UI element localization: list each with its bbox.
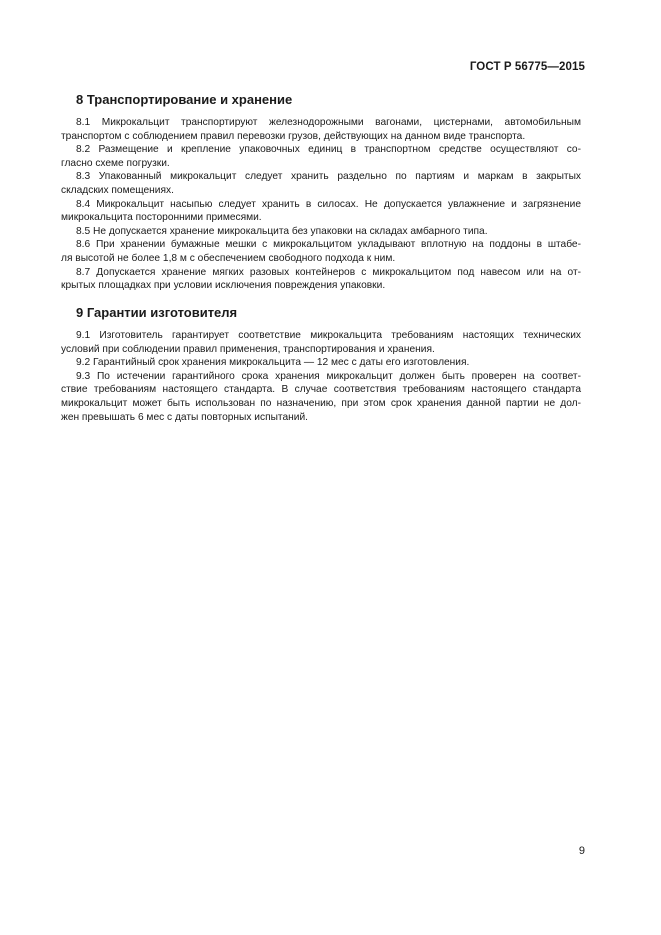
section-9-title: 9 Гарантии изготовителя (76, 305, 238, 320)
paragraph-line: микрокальцит может быть использован по назначению, при этом срок хранения данной партии не дол- (61, 397, 581, 409)
paragraph-line: ствие требованиям настоящего стандарта. В случае соответствия требованиям настоящего стандарта (61, 384, 581, 396)
paragraph (61, 370, 581, 424)
paragraph-line: ля высотой не более 1,8 м с обеспечением свободного подхода к ним. (61, 252, 396, 264)
paragraph-line: складских помещениях. (61, 184, 174, 196)
paragraph (61, 116, 581, 143)
paragraph-line: 8.1 Микрокальцит транспортируют железнодорожными вагонами, цистернами, автомобильным (76, 117, 581, 128)
paragraph (61, 329, 581, 356)
paragraph-line: 8.4 Микрокальцит насыпью следует хранить в силосах. Не допускается увлажнение и загрязнение (76, 198, 581, 210)
paragraph-line: 9.2 Гарантийный срок хранения микрокальцита — 12 мес с даты его изготовления. (76, 357, 470, 369)
paragraph (61, 198, 581, 225)
paragraph (61, 143, 581, 170)
page-number: 9 (578, 845, 585, 857)
paragraph-line: 9.3 По истечении гарантийного срока хранения микрокальцит должен быть проверен на соответ- (76, 370, 581, 382)
paragraph-line: транспортом с соблюдением правил перевозки грузов, действующих на данном виде транспорта. (61, 130, 526, 142)
paragraph-line: условий при соблюдении правил применения, транспортирования и хранения. (61, 343, 435, 355)
paragraph-line: 8.6 При хранении бумажные мешки с микрокальцитом укладывают вплотную на поддоны в штабе- (76, 239, 581, 251)
paragraph-line: гласно схеме погрузки. (61, 157, 170, 169)
paragraph-line: жен превышать 6 мес с даты повторных испытаний. (61, 411, 308, 423)
paragraph (61, 266, 581, 293)
document-code: ГОСТ Р 56775—2015 (469, 61, 585, 73)
paragraph-line: 8.7 Допускается хранение мягких разовых контейнеров с микрокальцитом под навесом или на от- (76, 266, 581, 278)
paragraph (61, 356, 581, 370)
paragraph-line: 9.1 Изготовитель гарантирует соответствие микрокальцита требованиям настоящих технических (76, 330, 581, 341)
paragraph-line: 8.5 Не допускается хранение микрокальцита без упаковки на складах амбарного типа. (76, 225, 488, 237)
section-8-title: 8 Транспортирование и хранение (76, 92, 293, 107)
paragraph (61, 225, 581, 239)
paragraph-line: 8.2 Размещение и крепление упаковочных единиц в транспортном средстве осуществляют со- (76, 144, 581, 156)
paragraph-line: 8.3 Упакованный микрокальцит следует хранить раздельно по партиям и маркам в закрытых (76, 171, 581, 183)
paragraph-line: крытых площадках при условии исключения повреждения упаковки. (61, 280, 386, 292)
paragraph (61, 238, 581, 265)
paragraph-line: микрокальцита посторонними примесями. (61, 212, 262, 224)
paragraph (61, 170, 581, 197)
